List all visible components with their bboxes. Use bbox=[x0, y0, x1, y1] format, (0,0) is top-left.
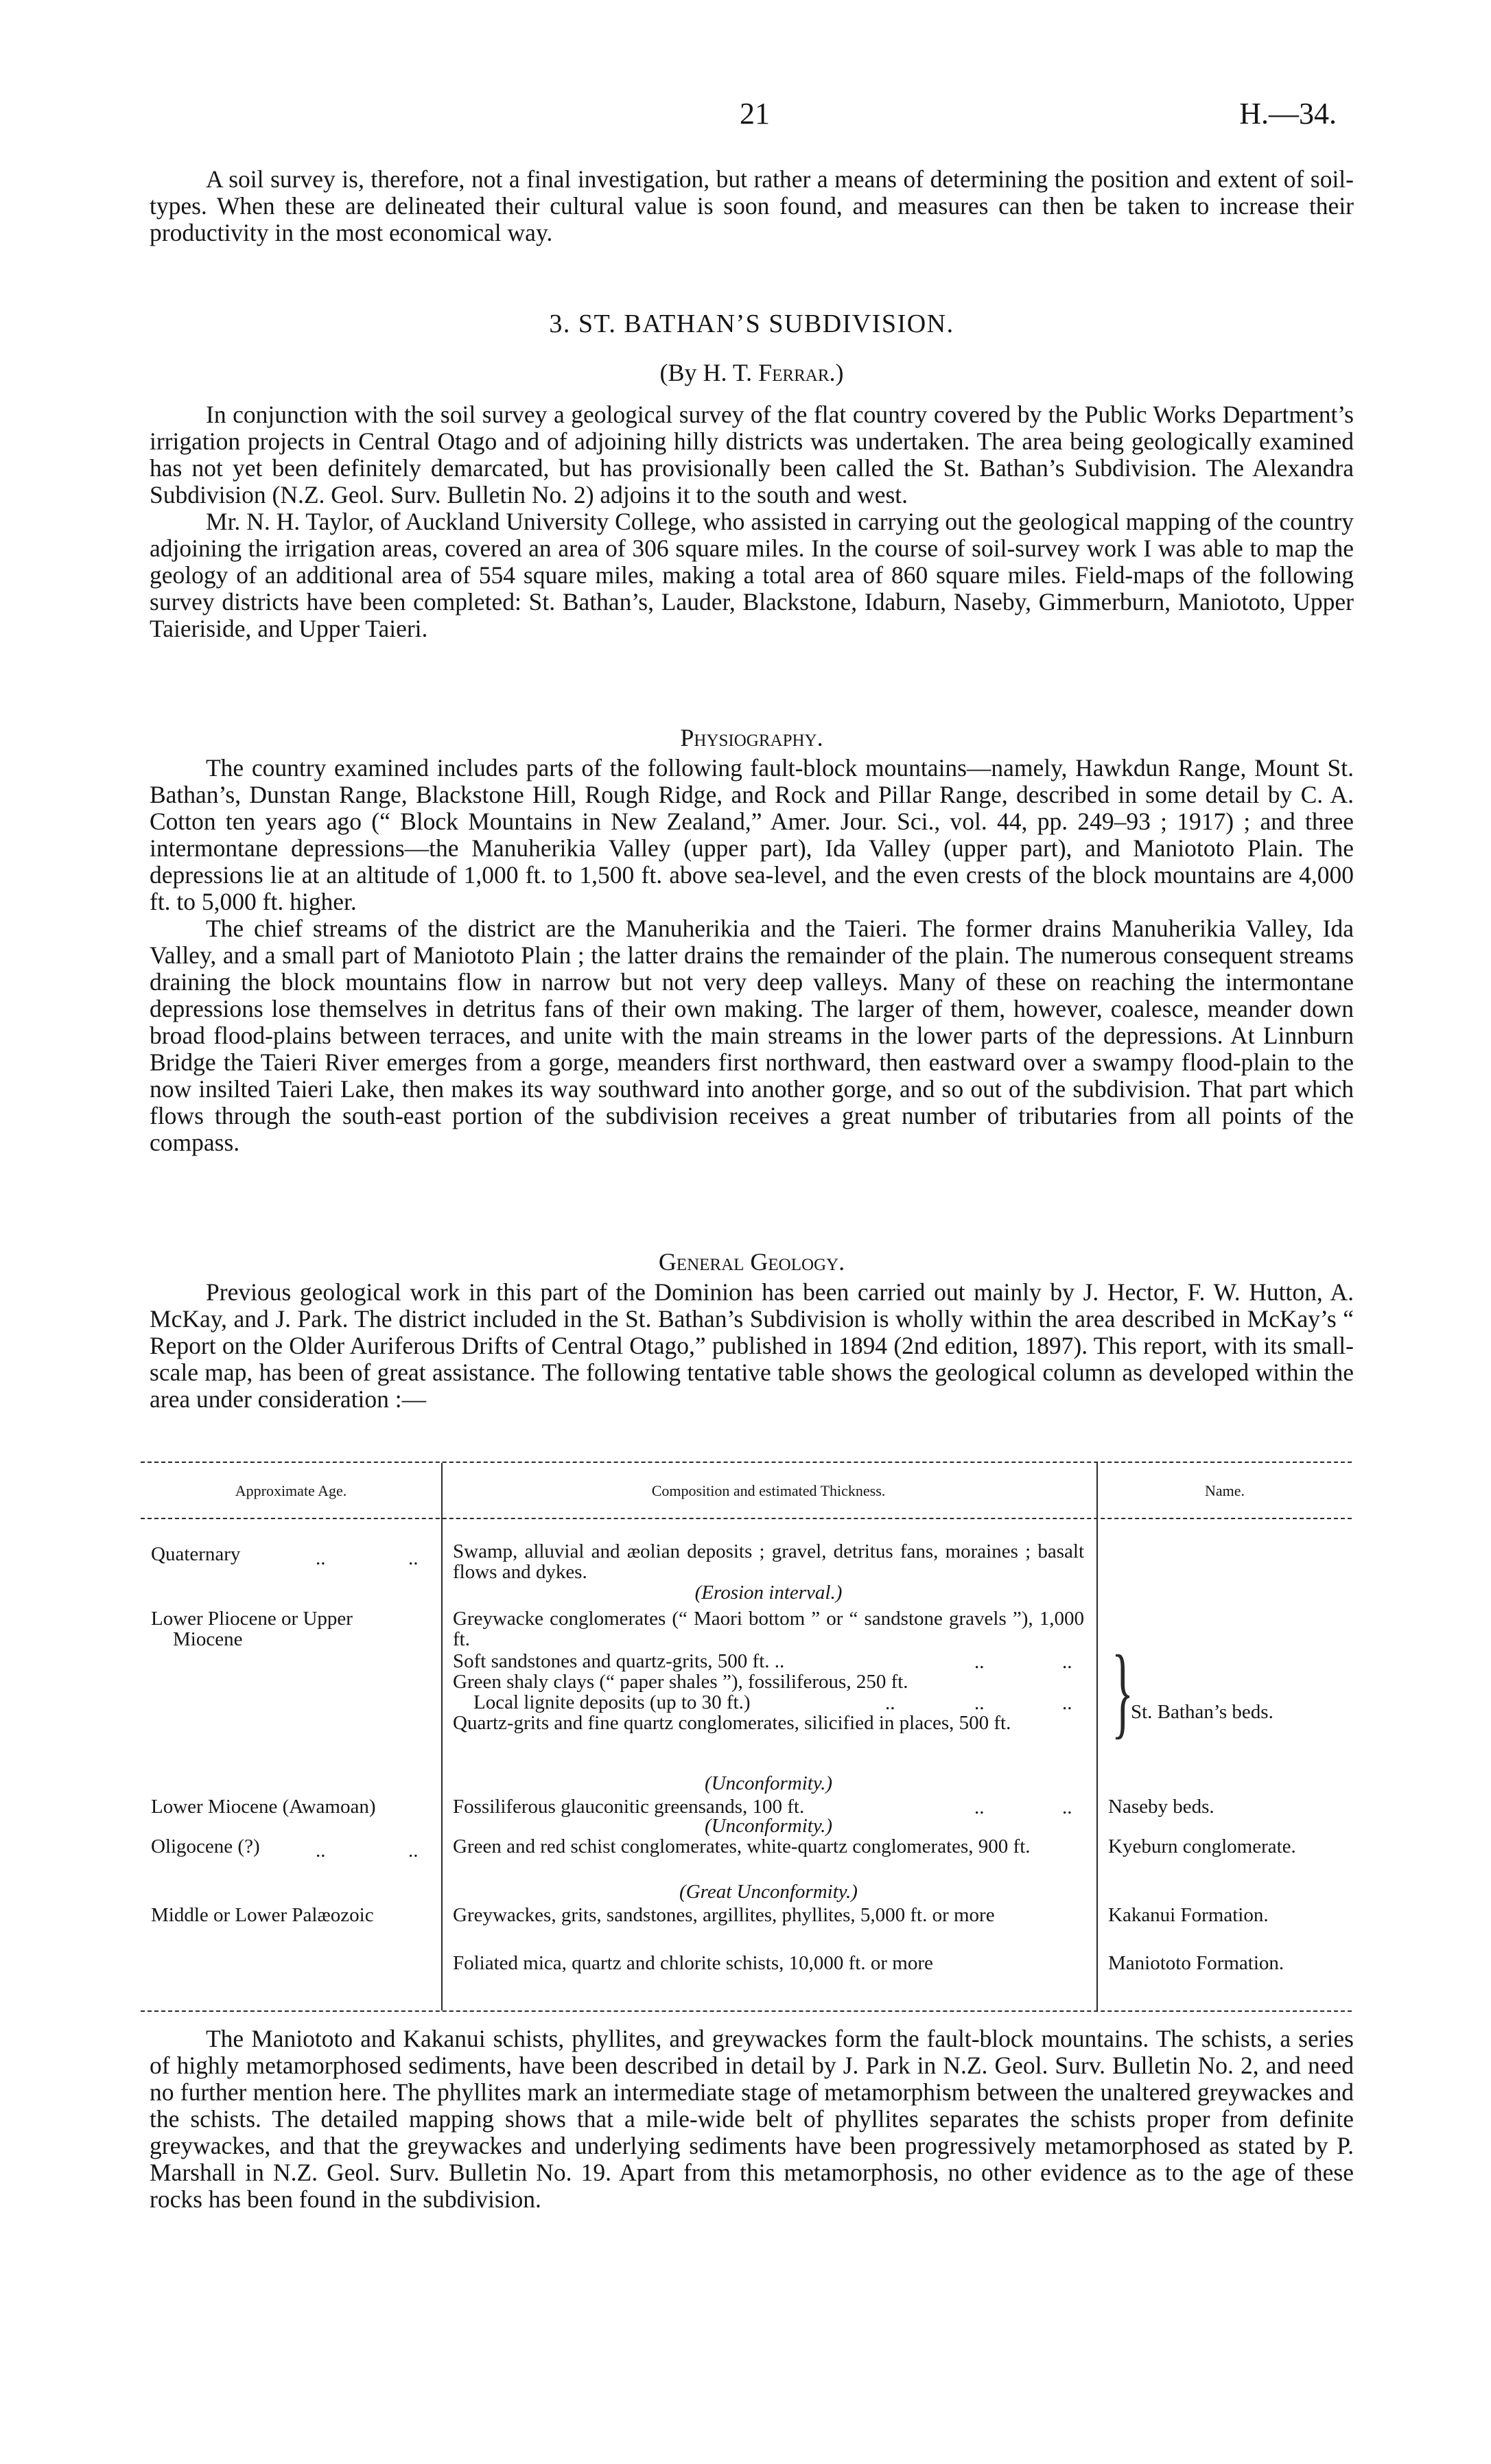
name-kakanui-formation: Kakanui Formation. bbox=[1108, 1904, 1269, 1926]
header-age: Approximate Age. bbox=[235, 1482, 347, 1499]
age-quaternary: Quaternary bbox=[151, 1543, 241, 1565]
leader-dots: .. bbox=[974, 1692, 985, 1714]
leader-dots: .. bbox=[1062, 1692, 1072, 1714]
byline-author: Ferrar bbox=[758, 359, 830, 386]
closing-paragraph-block bbox=[150, 2026, 1354, 2213]
leader-dots: .. bbox=[974, 1651, 985, 1673]
table-column-divider bbox=[1096, 1463, 1098, 2010]
section-intro-block bbox=[150, 401, 1354, 642]
name-st-bathans-beds: St. Bathan’s beds. bbox=[1131, 1701, 1273, 1723]
table-top-rule bbox=[141, 1462, 1352, 1463]
leader-dots: .. bbox=[316, 1840, 326, 1862]
comp-greywacke-conglomerates: Greywacke conglomerates (“ Maori bottom ” or “ sandstone gravels ”), 1,000 ft. bbox=[453, 1608, 1084, 1650]
byline-suffix: .) bbox=[829, 359, 844, 386]
age-pliocene-line-1: Lower Pliocene or Upper bbox=[151, 1608, 353, 1630]
table-column-divider bbox=[441, 1463, 443, 2010]
comp-lignite: Local lignite deposits (up to 30 ft.) bbox=[473, 1691, 751, 1713]
comp-quartz-grits: Quartz-grits and fine quartz conglomerates, silicified in places, 500 ft. bbox=[453, 1712, 1011, 1734]
header-name: Name. bbox=[1204, 1482, 1245, 1499]
leader-dots: .. bbox=[1062, 1796, 1072, 1818]
header-composition: Composition and estimated Thickness. bbox=[651, 1482, 886, 1499]
physiography-paragraph: The chief streams of the district are the Manuherikia and the Taieri. The former drains Manuherikia Valley, Ida Valley, and a small part of Maniototo Plain ; the latter drains the remainder of the plain. The numerous consequent streams draining the block mountains flow in narrow but not very deep valleys. Many of these on reaching the intermontane depressions lose themselves in detritus fans of their own making. The larger of them, however, coalesce, meander down broad flood-plains between terraces, and unite with the main streams in the lower parts of the depressions. At Linnburn Bridge the Taieri River emerges from a gorge, meanders first northward, then eastward over a swampy flood-plain to the now insilted Taieri Lake, then makes its way southward into another gorge, and so out of the subdivision. That part which flows through the south-east portion of the subdivision receives a great number of tributaries from all points of the compass. bbox=[150, 915, 1354, 1156]
section-paragraph: In conjunction with the soil survey a geological survey of the flat country covered by the Public Works Department’s irrigation projects in Central Otago and of adjoining hilly districts was undertaken. The area being geologically examined has not yet been definitely demarcated, but has provisionally been called the St. Bathan’s Subdivision. The Alexandra Subdivision (N.Z. Geol. Surv. Bulletin No. 2) adjoins it to the south and west. bbox=[150, 401, 1354, 508]
comp-green-shaly-clays: Green shaly clays (“ paper shales ”), fossiliferous, 250 ft. bbox=[453, 1671, 908, 1693]
comp-glauconitic-greensands: Fossiliferous glauconitic greensands, 100 ft. bbox=[453, 1796, 805, 1818]
byline-prefix: (By H. T. bbox=[659, 359, 759, 386]
comp-unconformity: (Unconformity.) bbox=[704, 1772, 833, 1794]
age-pliocene-line-2: Miocene bbox=[173, 1628, 243, 1650]
leader-dots: .. bbox=[408, 1547, 419, 1569]
name-maniototo-formation: Maniototo Formation. bbox=[1108, 1952, 1284, 1974]
name-kyeburn-conglomerate: Kyeburn conglomerate. bbox=[1108, 1835, 1296, 1857]
comp-greywackes: Greywackes, grits, sandstones, argillites, phyllites, 5,000 ft. or more bbox=[453, 1904, 995, 1926]
general-geology-block bbox=[150, 1279, 1354, 1413]
leader-dots: .. bbox=[316, 1547, 326, 1569]
intro-paragraph: A soil survey is, therefore, not a final investigation, but rather a means of determining the position and extent of soil-types. When these are delineated their cultural value is soon found, and measures can then be taken to increase their productivity in the most economical way. bbox=[150, 165, 1354, 246]
general-geology-paragraph: Previous geological work in this part of the Dominion has been carried out mainly by J. Hector, F. W. Hutton, A. McKay, and J. Park. The district included in the St. Bathan’s Subdivision is wholly within the area described in McKay’s “ Report on the Older Auriferous Drifts of Central Otago,” published in 1894 (2nd edition, 1897). This report, with its small-scale map, has been of great assistance. The following tentative table shows the geological column as developed within the area under consideration :— bbox=[150, 1278, 1354, 1413]
intro-paragraph-block bbox=[150, 166, 1354, 246]
leader-dots: .. bbox=[885, 1692, 895, 1714]
grouping-brace: } bbox=[1111, 1634, 1134, 1748]
section-title: 3. ST. BATHAN’S SUBDIVISION. bbox=[549, 309, 954, 338]
comp-great-unconformity: (Great Unconformity.) bbox=[679, 1881, 858, 1903]
comp-erosion-interval: (Erosion interval.) bbox=[694, 1582, 843, 1604]
comp-swamp: Swamp, alluvial and æolian deposits ; gravel, detritus fans, moraines ; basalt flows and dykes. bbox=[453, 1540, 1084, 1583]
section-paragraph: Mr. N. H. Taylor, of Auckland University College, who assisted in carrying out the geological mapping of the country adjoining the irrigation areas, covered an area of 306 square miles. In the course of soil-survey work I was able to map the geology of an additional area of 554 square miles, making a total area of 860 square miles. Field-maps of the following survey districts have been completed: St. Bathan’s, Lauder, Blackstone, Idaburn, Naseby, Gimmerburn, Maniototo, Upper Taieriside, and Upper Taieri. bbox=[150, 508, 1354, 642]
leader-dots: .. bbox=[408, 1840, 419, 1862]
age-oligocene: Oligocene (?) bbox=[151, 1835, 260, 1857]
leader-dots: .. bbox=[974, 1796, 985, 1818]
page-number: 21 bbox=[740, 97, 770, 130]
age-palaeozoic: Middle or Lower Palæozoic bbox=[151, 1904, 374, 1926]
comp-soft-sandstones: Soft sandstones and quartz-grits, 500 ft. .. bbox=[453, 1650, 785, 1672]
leader-dots: .. bbox=[1062, 1651, 1072, 1673]
comp-unconformity: (Unconformity.) bbox=[704, 1815, 833, 1837]
table-header-rule bbox=[141, 1518, 1352, 1519]
comp-foliated-schists: Foliated mica, quartz and chlorite schists, 10,000 ft. or more bbox=[453, 1952, 933, 1974]
physiography-block bbox=[150, 755, 1354, 1156]
physiography-paragraph: The country examined includes parts of the following fault-block mountains—namely, Hawkdun Range, Mount St. Bathan’s, Dunstan Range, Blackstone Hill, Rough Ridge, and Rock and Pillar Range, described in some detail by C. A. Cotton ten years ago (“ Block Mountains in New Zealand,” Amer. Jour. Sci., vol. 44, pp. 249–93 ; 1917) ; and three intermontane depressions—the Manuherikia Valley (upper part), Ida Valley (upper part), and Maniototo Plain. The depressions lie at an altitude of 1,000 ft. to 1,500 ft. above sea-level, and the even crests of the block mountains are 4,000 ft. to 5,000 ft. higher. bbox=[150, 754, 1354, 915]
age-awamoan: Lower Miocene (Awamoan) bbox=[151, 1796, 376, 1818]
physiography-heading: Physiography. bbox=[680, 724, 823, 751]
closing-paragraph: The Maniototo and Kakanui schists, phyllites, and greywackes form the fault-block mountains. The schists, a series of highly metamorphosed sediments, have been described in detail by J. Park in N.Z. Geol. Surv. Bulletin No. 2, and need no further mention here. The phyllites mark an intermediate stage of metamorphism between the unaltered greywackes and the schists. The detailed mapping shows that a mile-wide belt of phyllites separates the schists proper from definite greywackes, and that the greywackes and underlying sediments have been progressively metamorphosed as stated by P. Marshall in N.Z. Geol. Surv. Bulletin No. 19. Apart from this metamorphosis, no other evidence as to the age of these rocks has been found in the subdivision. bbox=[150, 2025, 1354, 2213]
name-naseby-beds: Naseby beds. bbox=[1108, 1796, 1214, 1818]
table-bottom-rule bbox=[141, 2010, 1352, 2012]
document-reference: H.—34. bbox=[1239, 97, 1337, 130]
comp-schist-conglomerates: Green and red schist conglomerates, white-quartz conglomerates, 900 ft. bbox=[453, 1835, 1031, 1857]
section-byline bbox=[150, 358, 1354, 387]
general-geology-heading: General Geology. bbox=[658, 1248, 845, 1276]
